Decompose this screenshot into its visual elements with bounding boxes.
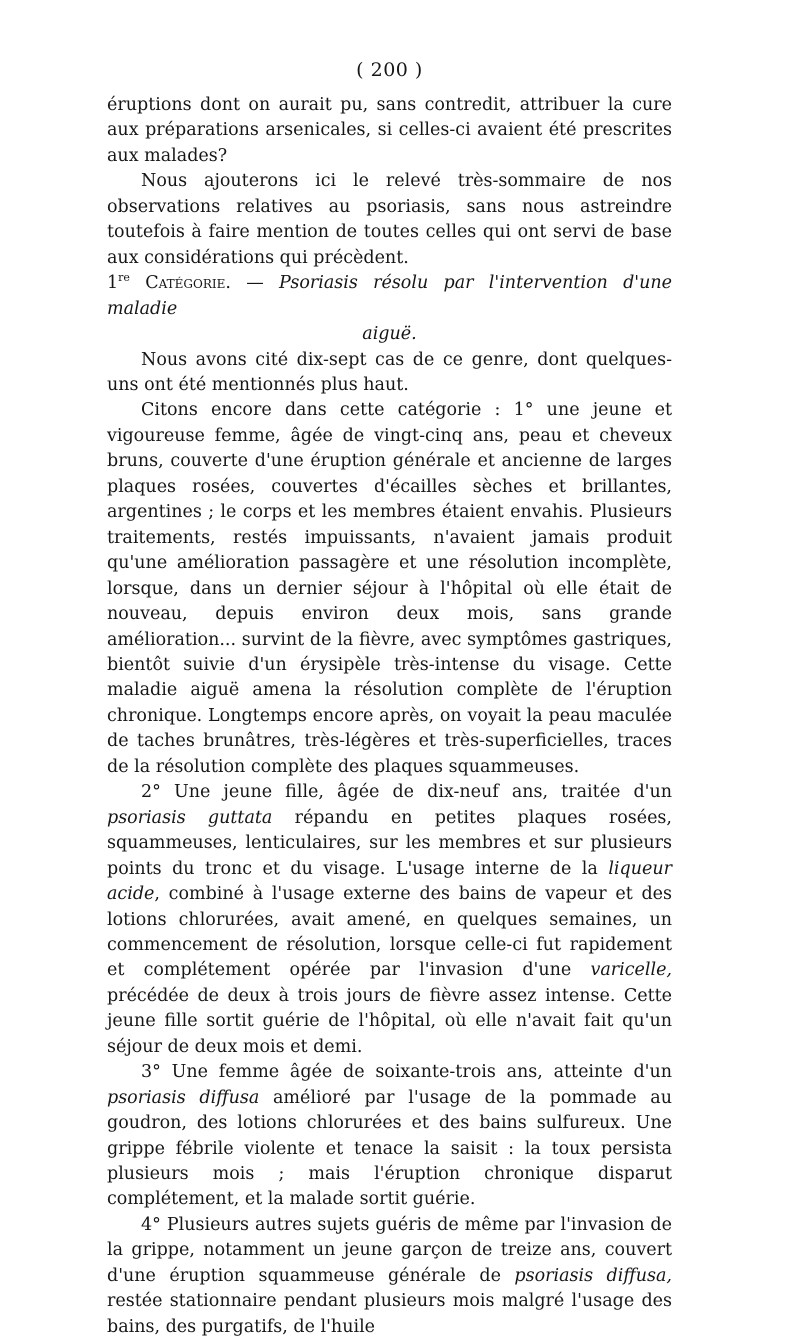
- heading-title-continuation: aiguë.: [362, 324, 417, 345]
- paragraph-5-part-b: répandu en petites plaques rosées, squammeuses, lenticulaires, sur les membres et sur plusieurs points du tronc et du visage. L'usage interne de la: [107, 807, 672, 879]
- paragraph-7: [107, 1213, 672, 1340]
- paragraph-1: éruptions dont on aurait pu, sans contredit, attribuer la cure aux préparations arsenicales, si celles-ci avaient été prescrites aux malades?: [107, 95, 672, 166]
- paragraph-2: Nous ajouterons ici le relevé très-sommaire de nos observations relatives au psoriasis, sans nous astreindre toutefois à faire mention de toutes celles qui ont servi de base aux considérations qui précèdent.: [107, 171, 672, 268]
- paragraph-7-part-a: 4° Plusieurs autres sujets guéris de même par l'invasion de la grippe, notamment un jeune garçon de treize ans, couvert d'une éruption squammeuse générale de: [107, 1214, 672, 1286]
- paragraph-5-emphasis-1: psoriasis guttata: [107, 807, 273, 828]
- page-number: ( 200 ): [356, 59, 423, 81]
- paragraph-5-part-d: précédée de deux à trois jours de fièvre assez intense. Cette jeune fille sortit guérie de l'hôpital, où elle n'avait fait qu'un séjour de deux mois et demi.: [107, 985, 672, 1057]
- paragraph-6: [107, 1060, 672, 1213]
- paragraph-5-emphasis-3: varicelle,: [590, 960, 672, 981]
- heading-title: Psoriasis résolu par l'intervention d'une maladie: [107, 273, 672, 319]
- heading-superscript: re: [118, 271, 130, 285]
- heading-number: 1: [107, 273, 119, 294]
- section-heading: [107, 271, 672, 322]
- paragraph-5-emphasis-2: liqueur acide: [107, 858, 672, 905]
- heading-dash: —: [230, 273, 280, 294]
- heading-category: Catégorie.: [145, 273, 231, 294]
- paragraph-5-part-c: , combiné à l'usage externe des bains de vapeur et des lotions chlorurées, avait amené, en quelques semaines, un commencement de résolution, lorsque celle-ci fut rapidement et complétement opérée par l'invasion d'une: [107, 884, 672, 981]
- paragraph-5-part-a: 2° Une jeune fille, âgée de dix-neuf ans, traitée d'un: [141, 782, 672, 803]
- paragraph-7-emphasis-1: psoriasis diffusa,: [514, 1265, 672, 1286]
- paragraph-3: Nous avons cité dix-sept cas de ce genre, dont quelques-uns ont été mentionnés plus haut.: [107, 349, 672, 395]
- paragraph-6-emphasis-1: psoriasis diffusa: [107, 1087, 260, 1108]
- paragraph-4: Citons encore dans cette catégorie : 1° une jeune et vigoureuse femme, âgée de vingt-cinq ans, peau et cheveux bruns, couverte d'une éruption générale et ancienne de larges plaques rosées, couvertes d'écailles sèches et brillantes, argentines ; le corps et les membres étaient envahis. Plusieurs traitements, restés impuissants, n'avaient jamais produit qu'une amélioration passagère et une résolution incomplète, lorsque, dans un dernier séjour à l'hôpital où elle était de nouveau, depuis environ deux mois, sans grande amélioration... survint de la fièvre, avec symptômes gastriques, bientôt suivie d'un érysipèle très-intense du visage. Cette maladie aiguë amena la résolution complète de l'éruption chronique. Longtemps encore après, on voyait la peau maculée de taches brunâtres, très-légères et très-superficielles, traces de la résolution complète des plaques squammeuses.: [107, 400, 672, 777]
- paragraph-6-part-b: amélioré par l'usage de la pommade au goudron, des lotions chlorurées et des bains sulfureux. Une grippe fébrile violente et tenace la saisit : la toux persista plusieurs mois ; mais l'éruption chronique disparut complétement, et la malade sortit guérie.: [107, 1087, 673, 1210]
- page-content: [107, 58, 672, 1340]
- paragraph-6-part-a: 3° Une femme âgée de soixante-trois ans, atteinte d'un: [141, 1062, 672, 1083]
- paragraph-5: [107, 780, 672, 1060]
- paragraph-7-part-b: restée stationnaire pendant plusieurs mois malgré l'usage des bains, des purgatifs, de l'huile: [107, 1291, 672, 1337]
